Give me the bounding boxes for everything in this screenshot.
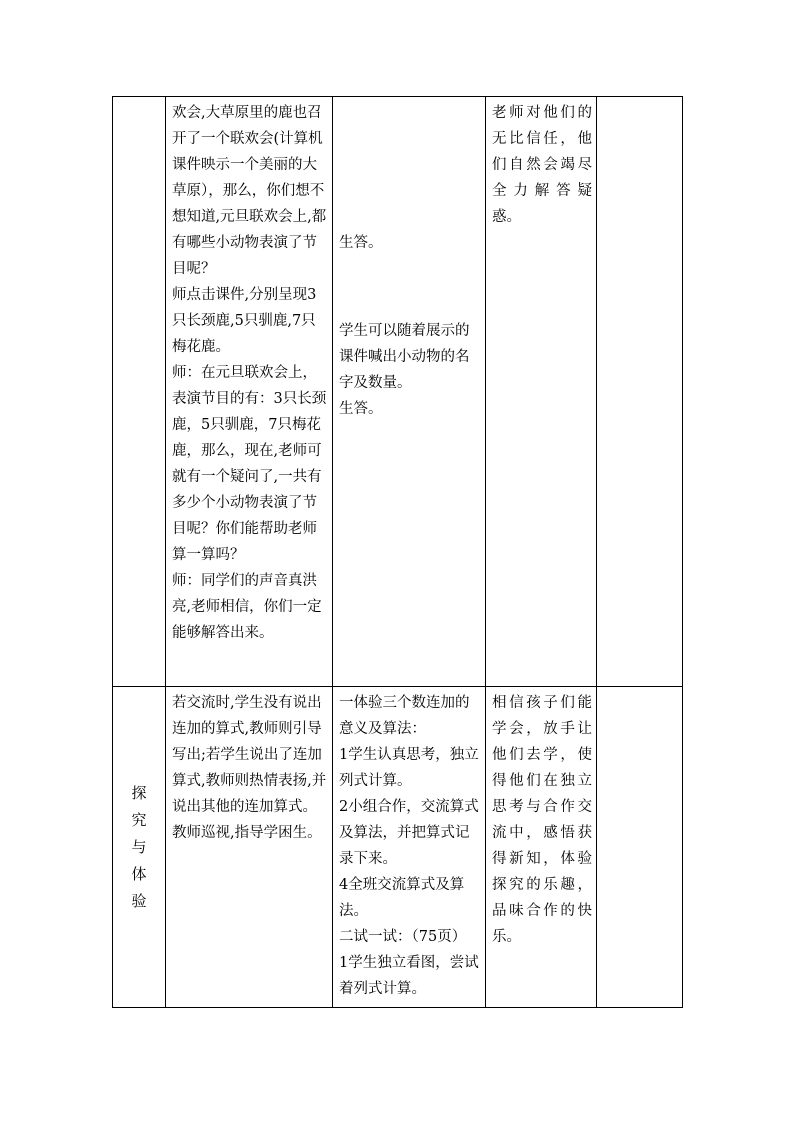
teacher-activity-cell: [166, 97, 333, 687]
section-title-char: 与: [131, 837, 147, 856]
table-row: [113, 687, 683, 1008]
teacher-paragraph: 教师巡视,指导学困生。: [172, 825, 322, 841]
teacher-activity-cell: [166, 687, 333, 1008]
note-cell: [597, 687, 683, 1008]
design-intent-cell: [486, 97, 597, 687]
section-title-cell: [113, 687, 166, 1008]
student-paragraph: 1学生认真思考，独立列式计算。: [339, 747, 479, 789]
student-paragraph: 1学生独立看图，尝试着列式计算。: [339, 955, 479, 997]
note-cell: [597, 97, 683, 687]
teacher-paragraph: 师：同学们的声音真洪亮,老师相信，你们一定能够解答出来。: [172, 573, 322, 641]
student-paragraph: 一体验三个数连加的意义及算法：: [339, 695, 470, 737]
student-paragraph: 4全班交流算式及算法。: [339, 877, 465, 919]
student-paragraph: 2小组合作，交流算式及算法，并把算式记录下来。: [339, 799, 479, 867]
teacher-paragraph: 师：在元旦联欢会上，表演节目的有：3只长颈鹿，5只驯鹿，7只梅花鹿，那么，现在,老师可就有一个疑问了,一共有多少个小动物表演了节目呢？你们能帮助老师算一算吗？: [172, 365, 327, 563]
table-row: [113, 97, 683, 687]
student-paragraph: 生答。: [339, 235, 383, 251]
section-cell-empty: [113, 97, 166, 687]
section-title-char: 体: [131, 864, 147, 883]
student-paragraph: 二试一试：（75页）: [339, 929, 467, 945]
student-paragraph: 生答。: [339, 401, 383, 417]
student-activity-cell: [333, 687, 486, 1008]
teacher-paragraph: 若交流时,学生没有说出连加的算式,教师则引导写出;若学生说出了连加算式,教师则热情表扬,并说出其他的连加算式。: [172, 695, 327, 815]
student-activity-cell: [333, 97, 486, 687]
lesson-plan-table: [112, 96, 683, 1008]
teacher-paragraph: 欢会,大草原里的鹿也召开了一个联欢会(计算机课件映示一个美丽的大草原），那么，你们想不想知道,元旦联欢会上,都有哪些小动物表演了节目呢？: [172, 105, 327, 277]
section-title-char: 究: [131, 810, 147, 829]
section-title-char: 验: [131, 891, 147, 910]
design-intent-cell: [486, 687, 597, 1008]
section-title-char: 探: [131, 783, 147, 802]
intent-paragraph: 相信孩子们能学会，放手让他们去学，使得他们在独立思考与合作交流中，感悟获得新知，体验探究的乐趣，品味合作的快乐。: [492, 695, 592, 945]
teacher-paragraph: 师点击课件,分别呈现3只长颈鹿,5只驯鹿,7只梅花鹿。: [172, 287, 317, 355]
intent-paragraph: 老师对他们的无比信任，他们自然会竭尽全力解答疑惑。: [492, 105, 592, 225]
student-paragraph: 学生可以随着展示的课件喊出小动物的名字及数量。: [339, 323, 470, 391]
